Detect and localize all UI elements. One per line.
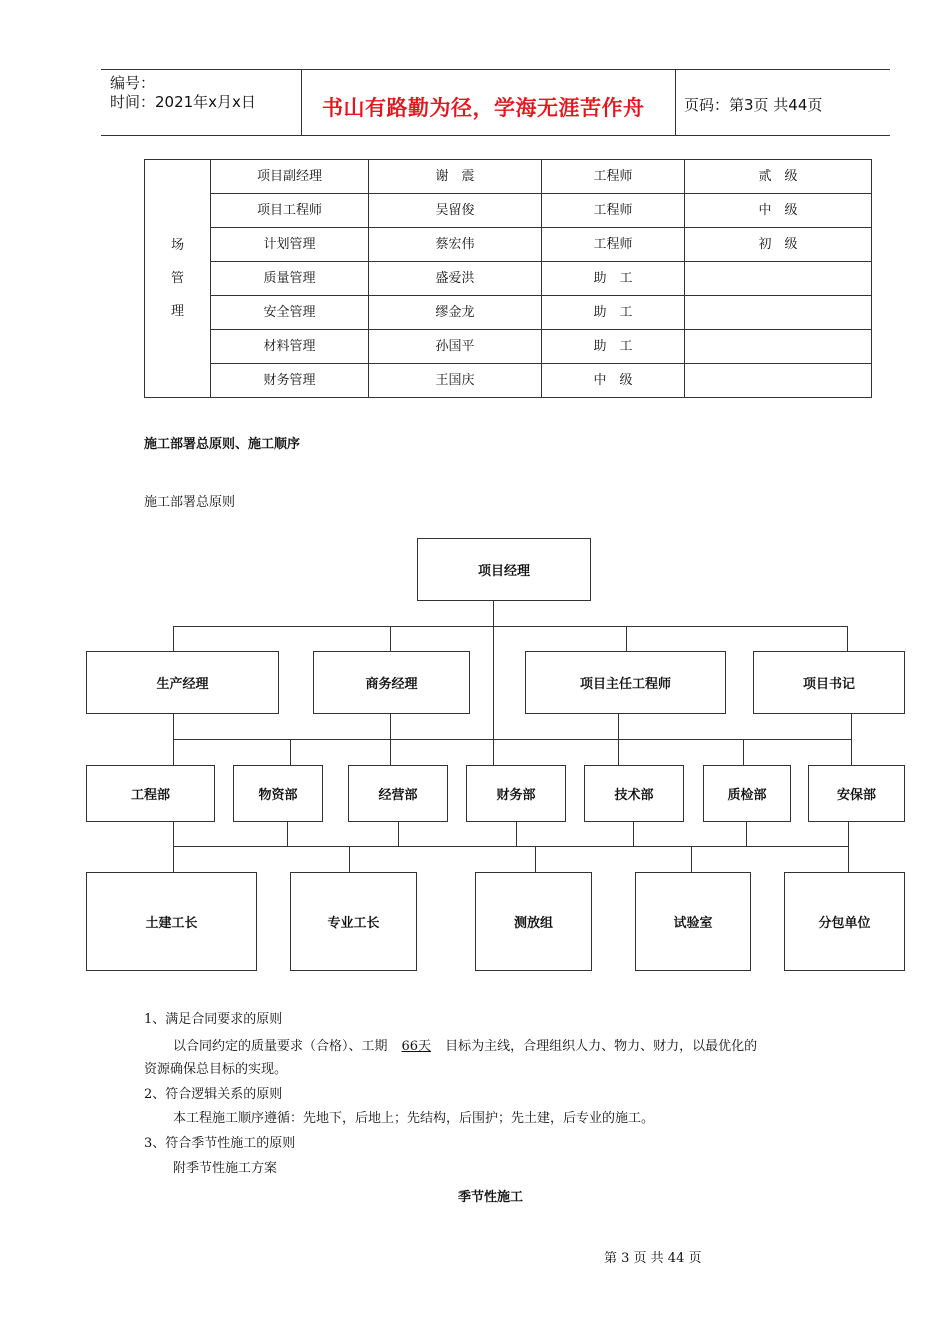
header-bottom-rule [101, 135, 890, 136]
org-box-project-secretary: 项目书记 [753, 651, 905, 714]
connector-line [398, 822, 399, 846]
serial-label: 编号： [110, 74, 156, 92]
grade-cell: 中 级 [685, 194, 872, 228]
principle-2-title: 2、符合逻辑关系的原则 [144, 1087, 283, 1102]
connector-line [173, 846, 848, 847]
connector-line [290, 739, 291, 765]
org-box-technical-dept: 技术部 [584, 765, 684, 822]
name-cell: 蔡宏伟 [369, 228, 542, 262]
department-char: 场 [170, 238, 184, 253]
section-heading: 施工部署总原则、施工顺序 [144, 437, 301, 452]
title-cell: 工程师 [542, 160, 685, 194]
table-row [145, 364, 872, 398]
header-top-rule [101, 69, 890, 70]
principle-1-text-cont: 资源确保总目标的实现。 [144, 1062, 288, 1077]
page-label: 页码：第3页 共44页 [684, 96, 823, 114]
connector-line [743, 739, 744, 765]
department-char: 理 [170, 304, 184, 319]
connector-line [848, 822, 849, 872]
name-cell: 吴留俊 [369, 194, 542, 228]
header-motto: 书山有路勤为径，学海无涯苦作舟 [322, 96, 645, 120]
grade-cell: 贰 级 [685, 160, 872, 194]
principle-1-text [173, 1035, 757, 1059]
season-heading: 季节性施工 [458, 1190, 524, 1205]
name-cell: 王国庆 [369, 364, 542, 398]
principle-1-title: 1、满足合同要求的原则 [144, 1012, 283, 1027]
role-cell: 项目工程师 [211, 194, 369, 228]
name-cell: 谢 震 [369, 160, 542, 194]
org-box-chief-engineer: 项目主任工程师 [525, 651, 726, 714]
grade-cell [685, 330, 872, 364]
table-row [145, 228, 872, 262]
connector-line [851, 714, 852, 765]
department-cell [145, 160, 211, 398]
title-cell: 工程师 [542, 228, 685, 262]
org-box-laboratory: 试验室 [635, 872, 751, 971]
role-cell: 财务管理 [211, 364, 369, 398]
connector-line [847, 626, 848, 651]
header-divider [301, 69, 302, 136]
org-box-security-dept: 安保部 [808, 765, 905, 822]
org-box-project-manager: 项目经理 [417, 538, 591, 601]
grade-cell [685, 262, 872, 296]
org-box-quality-dept: 质检部 [703, 765, 791, 822]
staff-table [144, 159, 872, 398]
table-row [145, 296, 872, 330]
connector-line [173, 822, 174, 872]
connector-line [173, 626, 174, 651]
name-cell: 缪金龙 [369, 296, 542, 330]
connector-line [173, 739, 851, 740]
table-row [145, 262, 872, 296]
connector-line [349, 846, 350, 872]
org-box-operations-dept: 经营部 [348, 765, 448, 822]
org-box-business-manager: 商务经理 [313, 651, 470, 714]
header-divider [675, 69, 676, 136]
grade-cell: 初 级 [685, 228, 872, 262]
connector-line [626, 626, 627, 651]
role-cell: 项目副经理 [211, 160, 369, 194]
org-box-engineering-dept: 工程部 [86, 765, 215, 822]
title-cell: 中 级 [542, 364, 685, 398]
connector-line [633, 822, 634, 846]
principle-3-text: 附季节性施工方案 [173, 1161, 278, 1176]
org-box-materials-dept: 物资部 [233, 765, 323, 822]
name-cell: 孙国平 [369, 330, 542, 364]
grade-cell [685, 364, 872, 398]
principle-3-title: 3、符合季节性施工的原则 [144, 1136, 296, 1151]
principle-1-text-b: 目标为主线，合理组织人力、物力、财力，以最优化的 [445, 1039, 758, 1054]
org-box-production-manager: 生产经理 [86, 651, 279, 714]
principle-2-text: 本工程施工顺序遵循：先地下，后地上；先结构，后围护；先土建，后专业的施工。 [173, 1111, 655, 1126]
title-cell: 助 工 [542, 296, 685, 330]
title-cell: 助 工 [542, 330, 685, 364]
name-cell: 盛爱洪 [369, 262, 542, 296]
table-row [145, 194, 872, 228]
connector-line [516, 822, 517, 846]
org-box-subcontractors: 分包单位 [784, 872, 905, 971]
connector-line [535, 846, 536, 872]
title-cell: 工程师 [542, 194, 685, 228]
grade-cell [685, 296, 872, 330]
role-cell: 计划管理 [211, 228, 369, 262]
connector-line [287, 822, 288, 846]
org-box-survey-team: 测放组 [475, 872, 592, 971]
principle-1-text-a: 以合同约定的质量要求（合格）、工期 [173, 1039, 388, 1054]
org-box-finance-dept: 财务部 [466, 765, 566, 822]
role-cell: 安全管理 [211, 296, 369, 330]
subheading: 施工部署总原则 [144, 495, 236, 510]
role-cell: 材料管理 [211, 330, 369, 364]
duration-value: 66天 [401, 1039, 432, 1054]
table-row [145, 160, 872, 194]
connector-line [691, 846, 692, 872]
time-label: 时间：2021年x月x日 [110, 93, 256, 111]
table-row [145, 330, 872, 364]
connector-line [390, 626, 391, 651]
title-cell: 助 工 [542, 262, 685, 296]
footer-page-number: 第 3 页 共 44 页 [604, 1251, 702, 1266]
role-cell: 质量管理 [211, 262, 369, 296]
connector-line [173, 626, 848, 627]
org-box-civil-foreman: 土建工长 [86, 872, 257, 971]
connector-line [746, 822, 747, 846]
org-box-specialist-foreman: 专业工长 [290, 872, 417, 971]
department-char: 管 [170, 271, 184, 286]
